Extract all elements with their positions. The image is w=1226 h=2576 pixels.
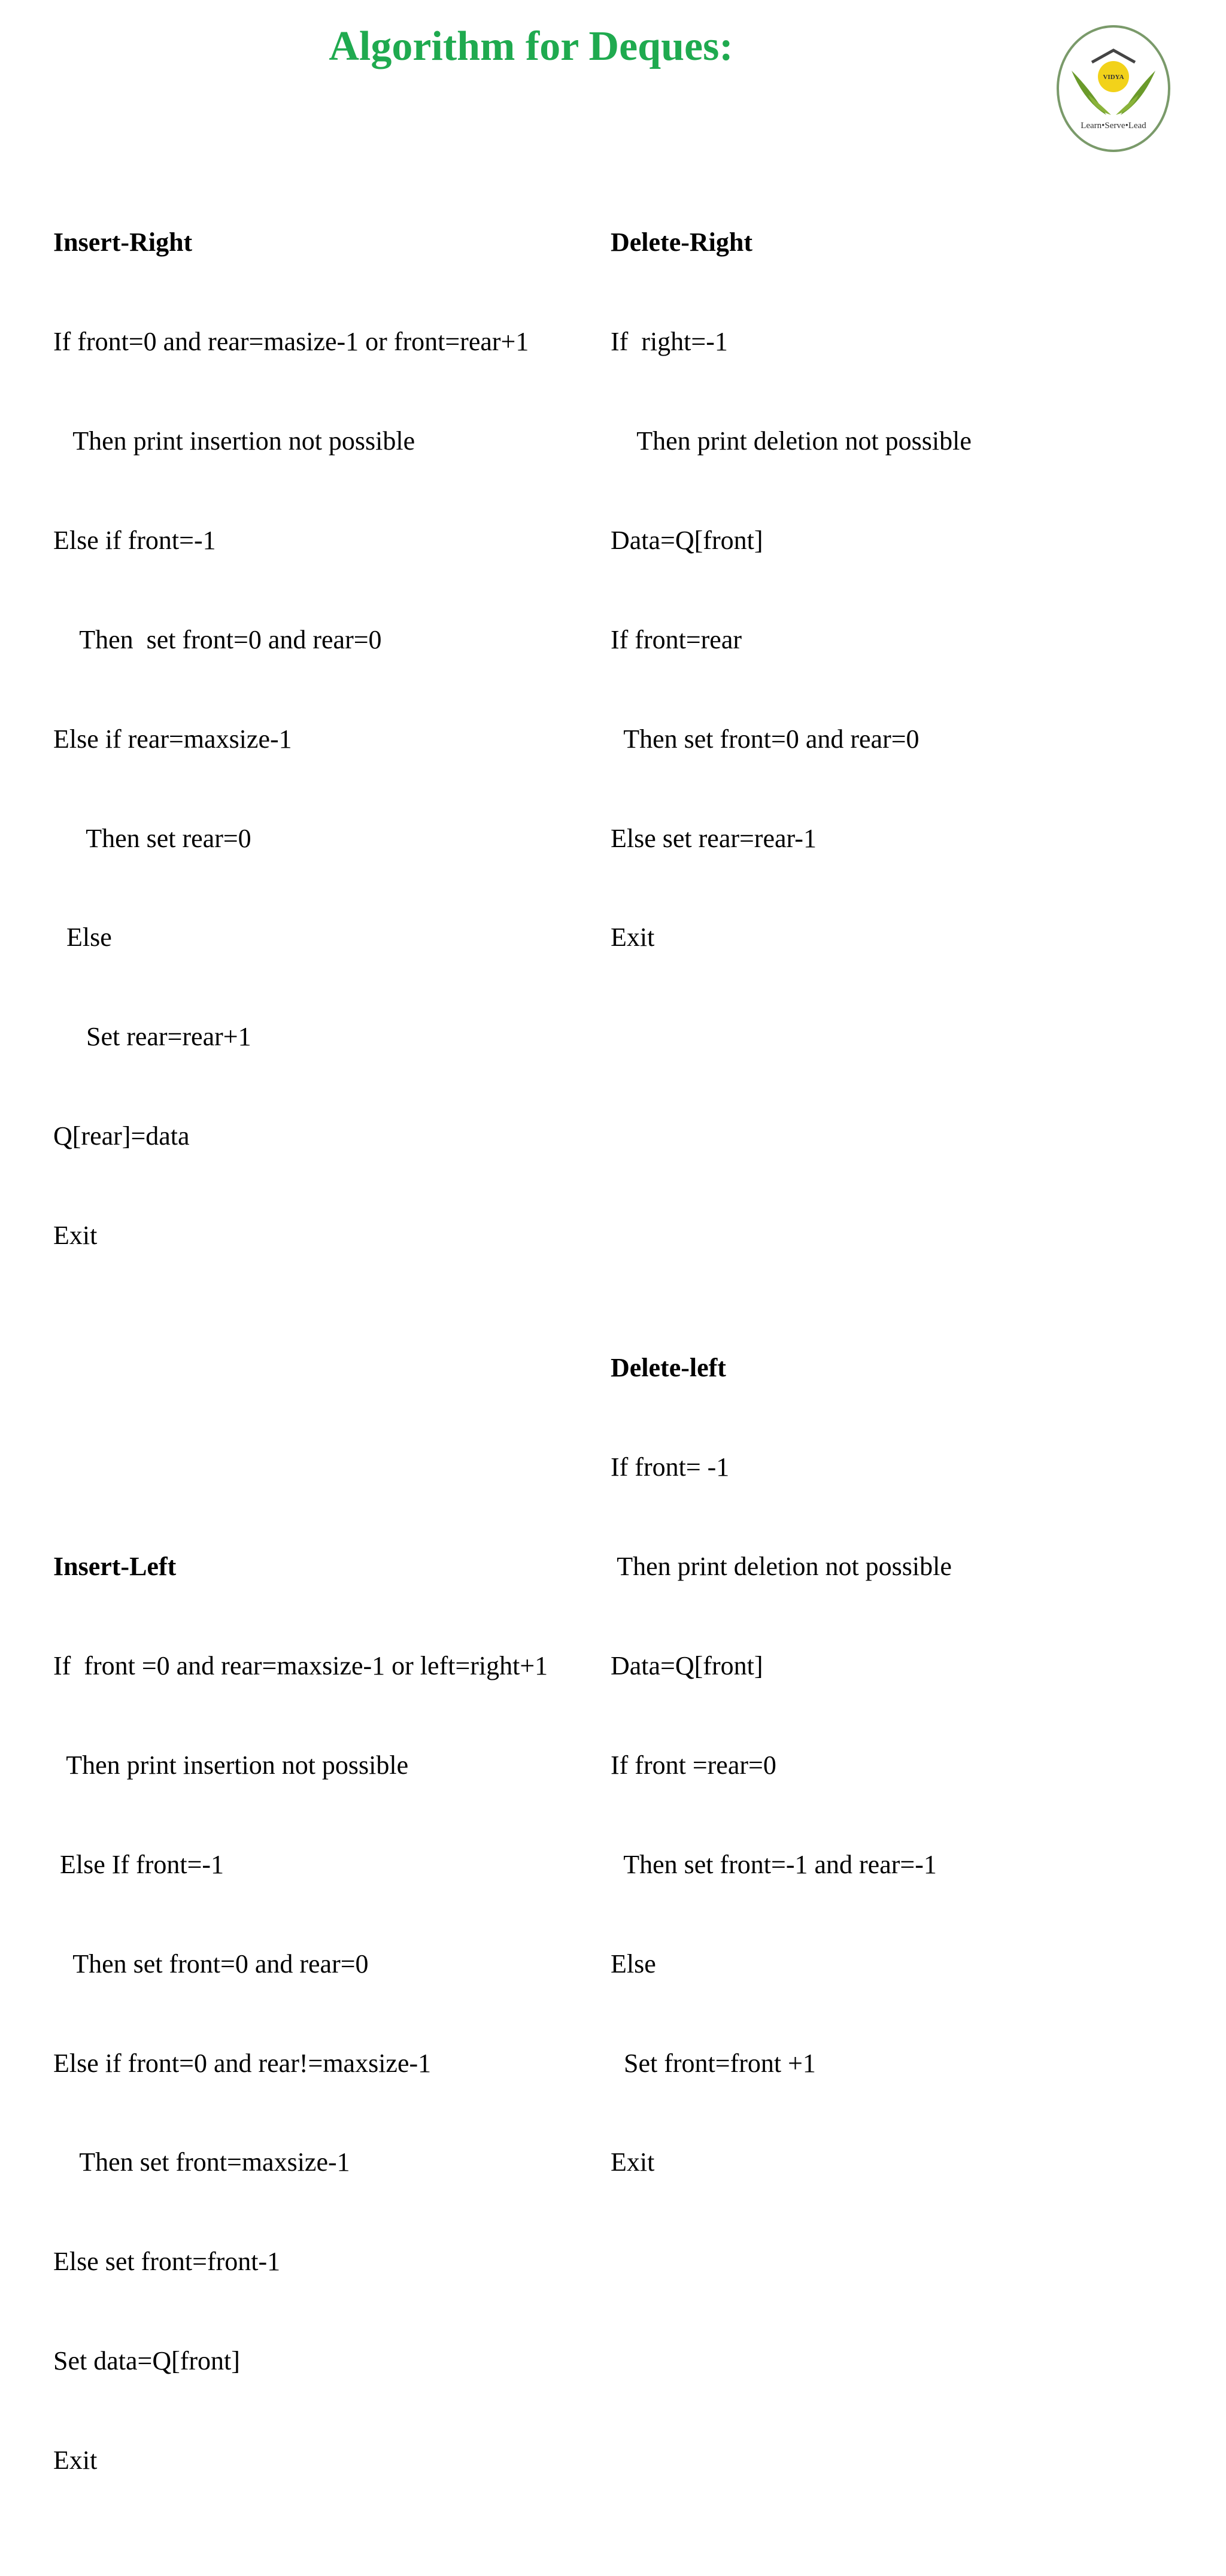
delete-right-section bbox=[611, 160, 1066, 1021]
algorithm-line: Then set rear=0 bbox=[53, 823, 251, 853]
algorithm-line: If right=-1 bbox=[611, 327, 728, 357]
insert-left-section bbox=[53, 1483, 592, 2543]
vidya-logo bbox=[1055, 24, 1172, 154]
algorithm-line: Else If front=-1 bbox=[53, 1849, 224, 1879]
algorithm-line: Else if front=0 and rear!=maxsize-1 bbox=[53, 2048, 432, 2078]
algorithm-line: If front=0 and rear=masize-1 or front=rear+1 bbox=[53, 327, 529, 357]
algorithm-line: Set data=Q[front] bbox=[53, 2346, 240, 2376]
algorithm-line: If front =rear=0 bbox=[611, 1750, 776, 1780]
algorithm-line: Else bbox=[53, 923, 112, 952]
algorithm-line: Then set front=maxsize-1 bbox=[53, 2147, 350, 2177]
delete-left-section bbox=[611, 1285, 1066, 2246]
logo-top-text: VIDYA bbox=[1103, 74, 1124, 81]
algorithm-line: Else bbox=[611, 1949, 656, 1979]
section-spacer bbox=[53, 1385, 592, 1418]
algorithm-line: Then set front=0 and rear=0 bbox=[53, 624, 382, 654]
insert-left-heading: Insert-Left bbox=[53, 1552, 177, 1582]
algorithm-line: Else set front=front-1 bbox=[53, 2247, 281, 2277]
algorithm-line: Data=Q[front] bbox=[611, 525, 763, 555]
algorithm-line: Then print insertion not possible bbox=[53, 1750, 409, 1780]
algorithm-line: Exit bbox=[611, 923, 655, 952]
algorithm-line: Then print insertion not possible bbox=[53, 426, 415, 456]
delete-right-heading: Delete-Right bbox=[611, 227, 753, 257]
insert-right-section bbox=[53, 160, 592, 1318]
algorithm-line: If front =0 and rear=maxsize-1 or left=right+1 bbox=[53, 1650, 548, 1680]
algorithm-line: If front= -1 bbox=[611, 1452, 730, 1482]
algorithm-line: Then set front=0 and rear=0 bbox=[53, 1949, 369, 1979]
algorithm-line: Set rear=rear+1 bbox=[53, 1022, 251, 1052]
algorithm-line: Then print deletion not possible bbox=[611, 1552, 952, 1582]
algorithm-line: Data=Q[front] bbox=[611, 1650, 763, 1680]
delete-left-heading: Delete-left bbox=[611, 1353, 726, 1383]
algorithm-line: Set front=front +1 bbox=[611, 2048, 816, 2078]
right-column bbox=[611, 93, 1066, 2278]
algorithm-line: Else set rear=rear-1 bbox=[611, 823, 817, 853]
vidya-logo-icon bbox=[1055, 24, 1172, 154]
slide-title: Algorithm for Deques: bbox=[329, 23, 733, 69]
algorithm-line: Then set front=0 and rear=0 bbox=[611, 724, 920, 754]
insert-right-heading: Insert-Right bbox=[53, 227, 193, 257]
algorithm-line: Else if front=-1 bbox=[53, 525, 216, 555]
algorithm-line: Then set front=-1 and rear=-1 bbox=[611, 1849, 937, 1879]
section-spacer bbox=[611, 1087, 1066, 1119]
algorithm-line: If front=rear bbox=[611, 624, 742, 654]
algorithm-line: Exit bbox=[53, 1221, 98, 1251]
logo-bottom-text: Learn•Serve•Lead bbox=[1081, 121, 1146, 131]
section-spacer bbox=[611, 1186, 1066, 1219]
algorithm-line: Then print deletion not possible bbox=[611, 426, 972, 456]
algorithm-line: Q[rear]=data bbox=[53, 1121, 190, 1151]
algorithm-line: Else if rear=maxsize-1 bbox=[53, 724, 292, 754]
algorithm-line: Exit bbox=[53, 2445, 98, 2475]
left-column bbox=[53, 93, 592, 2576]
algorithm-line: Exit bbox=[611, 2147, 655, 2177]
